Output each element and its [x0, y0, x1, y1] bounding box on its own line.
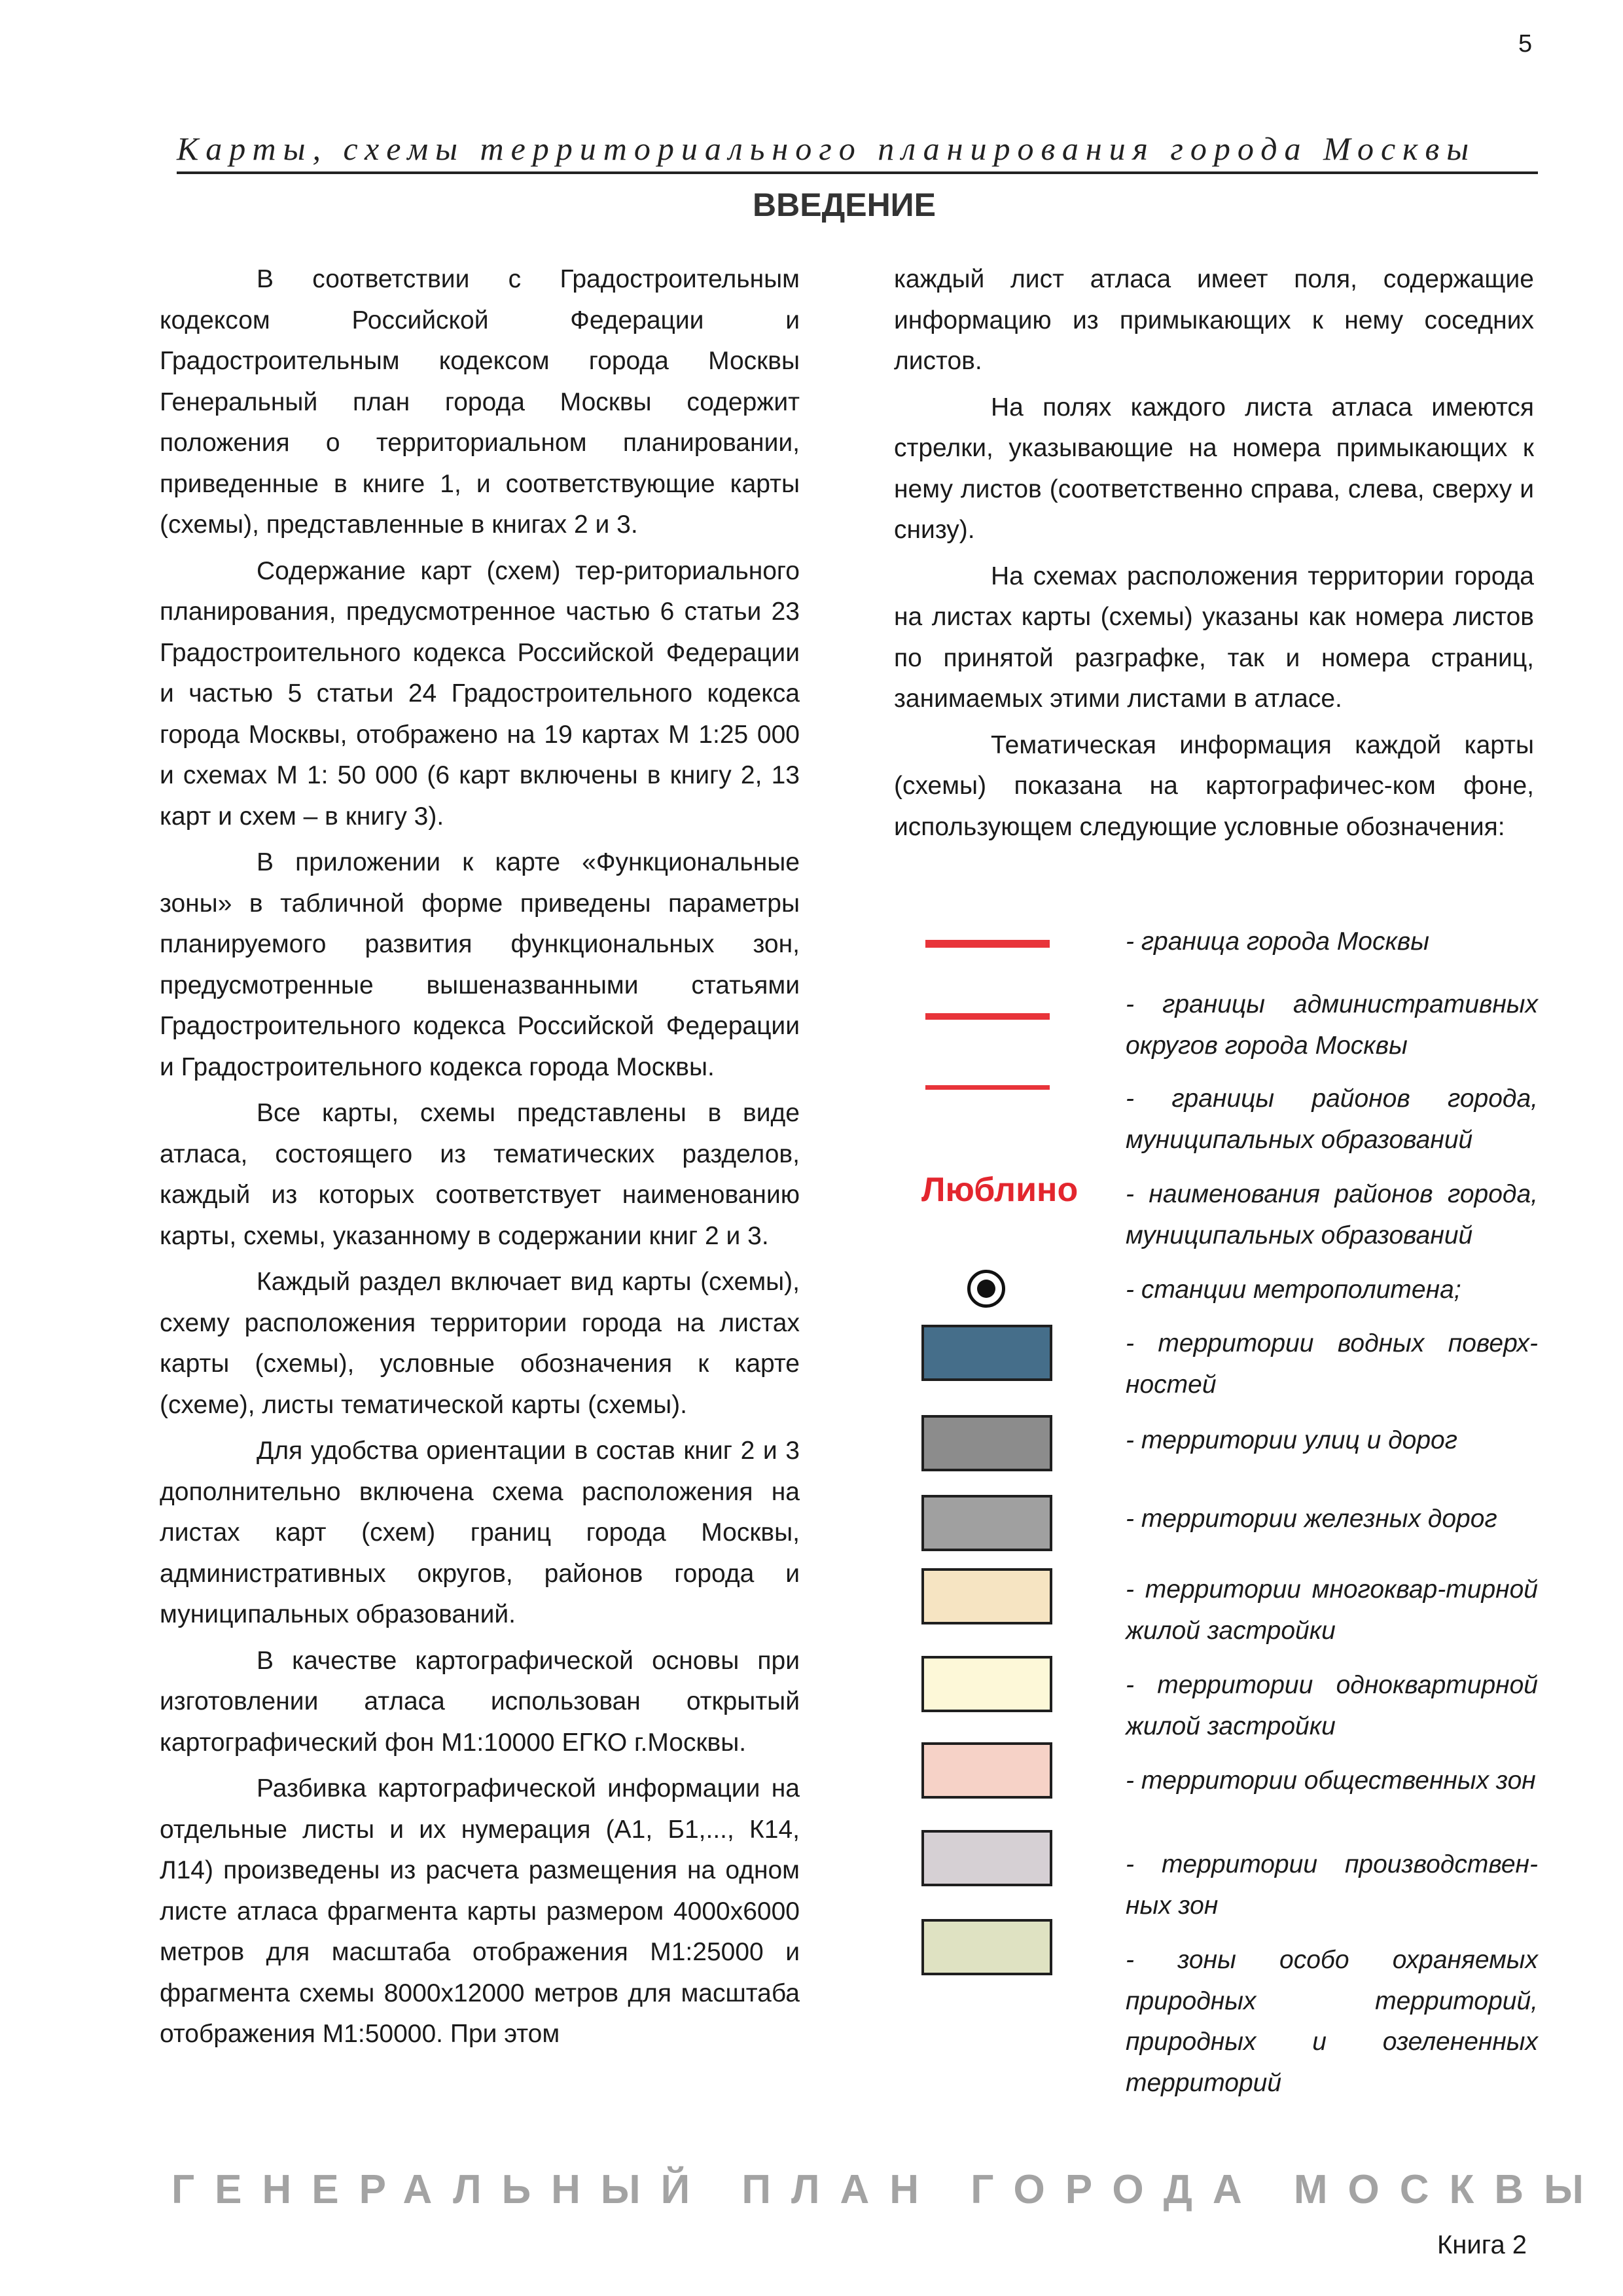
right-text-column: [894, 259, 1534, 853]
legend-label: - границы районов города, муниципальных образований: [1126, 1085, 1538, 1154]
header-divider: [177, 171, 1538, 174]
paragraph: В соответствии с Градостроительным кодексом Российской Федерации и Градостроительным кодексом города Москвы Генеральный план города Москвы содержит положения о территориальном планировании, приведенные в книге 1, и соответствующие карты (схемы), представленные в книгах 2 и 3.: [160, 265, 800, 539]
single-family-swatch: [921, 1656, 1052, 1712]
city-boundary-line: [925, 940, 1050, 948]
metro-station-dot: [977, 1280, 995, 1298]
paragraph: Для удобства ориентации в состав книг 2 и 3 дополнительно включена схема расположения на листах карт (схем) границ города Москвы, административных округов, районов города и муниципальных образований.: [160, 1437, 800, 1628]
legend-label: - станции метрополитена;: [1126, 1276, 1461, 1304]
footer-banner: ГЕНЕРАЛЬНЫЙ ПЛАН ГОРОДА МОСКВЫ: [171, 2167, 1604, 2212]
paragraph: каждый лист атласа имеет поля, содержащие информацию из примыкающих к нему соседних листов.: [894, 265, 1534, 375]
legend-label: - граница города Москвы: [1126, 927, 1429, 956]
legend-label: - территории многоквар-тирной жилой застройки: [1126, 1575, 1538, 1645]
page-number: 5: [1518, 30, 1533, 58]
protected-nature-swatch: [921, 1919, 1052, 1975]
paragraph: Разбивка картографической информации на отдельные листы и их нумерация (А1, Б1,..., К14, Л14) произведены из расчета размещения на одном листе атласа фрагмента карты размером 4000х6000 метров для масштаба отображения М1:25000 и фрагмента схемы 8000х12000 метров для масштаба отображения М1:50000. При этом: [160, 1774, 800, 2048]
legend-label: - границы административных округов города Москвы: [1126, 990, 1538, 1060]
legend-label: - зоны особо охраняемых природных территорий, природных и озелененных территорий: [1126, 1946, 1538, 2097]
legend-label: - территории производствен-ных зон: [1126, 1850, 1538, 1920]
legend-label: - территории общественных зон: [1126, 1767, 1536, 1795]
paragraph: На схемах расположения территории города на листах карты (схемы) указаны как номера листов по принятой разграфке, так и номера страниц, занимаемых этими листами в атласе.: [894, 562, 1534, 713]
streets-roads-swatch: [921, 1415, 1052, 1471]
paragraph: В качестве картографической основы при изготовлении атласа использован открытый картографический фон М1:10000 ЕГКО г.Москвы.: [160, 1646, 800, 1757]
legend-label: - территории железных дорог: [1126, 1505, 1497, 1533]
paragraph: В приложении к карте «Функциональные зоны» в табличной форме приведены параметры планируемого развития функциональных зон, предусмотренные вышеназванными статьями Градостроительного кодекса Российской Федерации и Градостроительного кодекса города Москвы.: [160, 848, 800, 1081]
legend-label: - территории одноквартирной жилой застройки: [1126, 1671, 1538, 1740]
industrial-zones-swatch: [921, 1830, 1052, 1886]
page-title: ВВЕДЕНИЕ: [753, 187, 936, 223]
district-boundary-line: [925, 1013, 1050, 1020]
multi-apartment-swatch: [921, 1568, 1052, 1624]
paragraph: На полях каждого листа атласа имеются стрелки, указывающие на номера примыкающих к нему листов (соответственно справа, слева, сверху и снизу).: [894, 393, 1534, 544]
district-name-sample: Люблино: [921, 1171, 1079, 1209]
paragraph: Содержание карт (схем) тер-риториального планирования, предусмотренное частью 6 статьи 23 Градостроительного кодекса Российской Федерации и частью 5 статьи 24 Градостроительного кодекса города Москвы, отображено на 19 картах М 1:25 000 и схемах М 1: 50 000 (6 карт включены в книгу 2, 13 карт и схем – в книгу 3).: [160, 556, 800, 831]
municipal-boundary-line: [925, 1085, 1050, 1090]
legend-label: - территории водных поверх-ностей: [1126, 1329, 1538, 1399]
railways-swatch: [921, 1495, 1052, 1551]
left-text-column: [160, 259, 800, 2060]
paragraph: Все карты, схемы представлены в виде атласа, состоящего из тематических разделов, каждый из которых соответствует наименованию карты, схемы, указанному в содержании книг 2 и 3.: [160, 1099, 800, 1250]
paragraph: Каждый раздел включает вид карты (схемы), схему расположения территории города на листах карты (схемы), условные обозначения к карте (схеме), листы тематической карты (схемы).: [160, 1268, 800, 1419]
water-surface-swatch: [921, 1325, 1052, 1381]
paragraph: Тематическая информация каждой карты (схемы) показана на картографичес-ком фоне, использующем следующие условные обозначения:: [894, 730, 1534, 841]
legend-label: - наименования районов города, муниципальных образований: [1126, 1180, 1538, 1249]
legend-label: - территории улиц и дорог: [1126, 1426, 1457, 1454]
running-head: Карты, схемы территориального планирования города Москвы: [177, 130, 1476, 167]
book-label: Книга 2: [1437, 2231, 1527, 2259]
metro-station-icon: [967, 1270, 1005, 1308]
public-zones-swatch: [921, 1742, 1052, 1799]
